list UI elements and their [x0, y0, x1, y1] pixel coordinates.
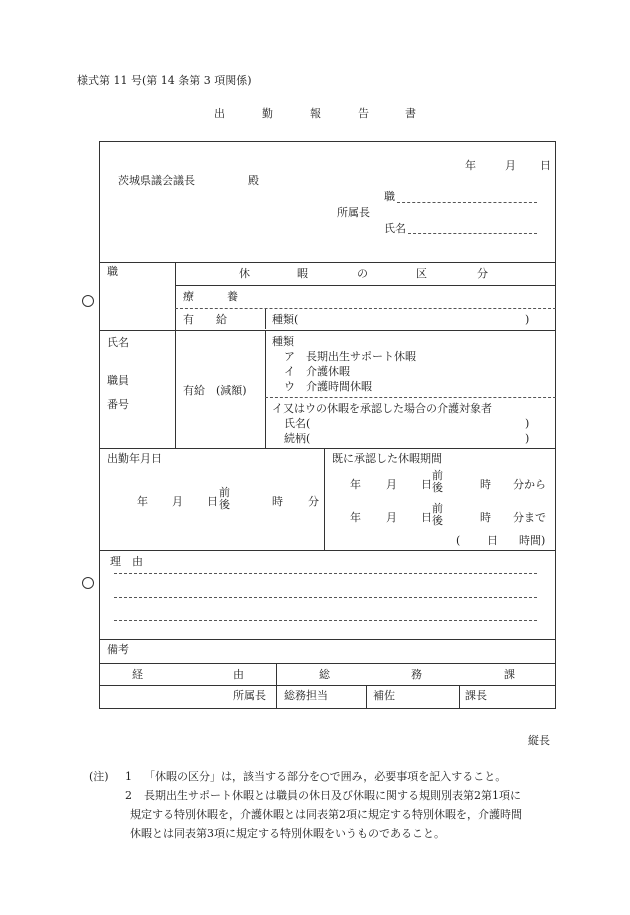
post-label: 職 — [384, 190, 395, 203]
ap-days: 日 — [487, 534, 498, 547]
divider — [175, 285, 556, 286]
title-char: 書 — [405, 107, 416, 120]
am-label: 前 — [219, 486, 230, 499]
post-line — [397, 202, 537, 203]
circle-mark — [82, 295, 94, 307]
ap-day: 日 — [421, 511, 432, 524]
reason-label: 理 由 — [110, 555, 143, 568]
care-relation: 続柄( — [284, 432, 311, 445]
ap-year: 年 — [350, 511, 361, 524]
divider — [99, 448, 556, 449]
title-char: 告 — [358, 107, 369, 120]
care-caption: イ又はウの休暇を承認した場合の介護対象者 — [272, 402, 492, 415]
pm-label: 後 — [432, 514, 443, 527]
kind-paren: 種類( — [272, 313, 299, 326]
close-paren: ) — [525, 417, 530, 430]
divider — [175, 262, 176, 448]
divider — [324, 448, 325, 550]
routing-gen-staff: 総務担当 — [284, 689, 328, 702]
att-year: 年 — [137, 495, 148, 508]
divider — [99, 639, 556, 640]
open-paren: ( — [456, 534, 461, 547]
kind-label: 種類 — [272, 335, 294, 348]
approved-label: 既に承認した休暇期間 — [332, 452, 442, 465]
post-field-label: 職 — [107, 265, 118, 278]
name-field-label: 氏名 — [107, 336, 129, 349]
date-month: 月 — [505, 159, 516, 172]
divider — [175, 308, 556, 309]
general-char: 総 — [319, 668, 330, 681]
via-char: 経 — [132, 668, 143, 681]
date-year: 年 — [465, 159, 476, 172]
note-text: 規定する特別休暇を，介護休暇とは同表第2項に規定する特別休暇を，介護時間 — [130, 808, 522, 821]
name-label: 氏名 — [384, 222, 406, 235]
divider — [265, 331, 266, 448]
option-care-leave: イ 介護休暇 — [284, 365, 350, 378]
ap-day: 日 — [421, 478, 432, 491]
ap-hour: 時 — [480, 511, 491, 524]
close-paren: ) — [525, 432, 530, 445]
option-care-hours: ウ 介護時間休暇 — [284, 380, 372, 393]
ap-from: 分から — [513, 478, 546, 491]
form-number: 様式第 11 号(第 14 条第 3 項関係) — [77, 74, 252, 87]
note-text: 「休暇の区分」は，該当する部分を○で囲み，必要事項を記入すること。 — [144, 770, 507, 783]
leave-header-char: 区 — [416, 267, 427, 280]
option-long-birth-support: ア 長期出生サポート休暇 — [284, 350, 416, 363]
remarks-label: 備考 — [107, 643, 129, 656]
att-hour: 時 — [272, 495, 283, 508]
attendance-label: 出勤年月日 — [107, 452, 162, 465]
number-label: 番号 — [107, 398, 129, 411]
divider — [99, 685, 556, 686]
general-char: 課 — [504, 668, 515, 681]
divider — [265, 397, 556, 398]
notes-label: (注) — [89, 770, 109, 783]
date-day: 日 — [540, 159, 551, 172]
dept-head-label: 所属長 — [337, 206, 370, 219]
note-number: 2 — [125, 789, 132, 802]
care-name: 氏名( — [284, 417, 311, 430]
general-char: 務 — [411, 668, 422, 681]
medical-leave: 療 養 — [183, 290, 238, 303]
divider — [366, 685, 367, 709]
note-text: 長期出生サポート休暇とは職員の休日及び休暇に関する規則別表第2第1項に — [144, 789, 521, 802]
am-label: 前 — [432, 469, 443, 482]
pm-label: 後 — [432, 481, 443, 494]
routing-chief: 課長 — [465, 689, 487, 702]
leave-header-char: 分 — [477, 267, 488, 280]
divider — [99, 663, 556, 664]
staff-label: 職員 — [107, 374, 129, 387]
am-pm-stack — [219, 487, 230, 511]
ap-hour: 時 — [480, 478, 491, 491]
att-day: 日 — [207, 495, 218, 508]
ap-hours: 時間) — [519, 534, 546, 547]
orientation-label: 縦長 — [528, 734, 550, 747]
form-frame — [99, 141, 556, 709]
title-char: 出 — [214, 107, 225, 120]
via-char: 由 — [233, 668, 244, 681]
divider — [276, 663, 277, 709]
title-char: 勤 — [262, 107, 273, 120]
ap-month: 月 — [386, 511, 397, 524]
leave-header-char: 休 — [239, 267, 250, 280]
routing-dept-head: 所属長 — [233, 689, 266, 702]
title-char: 報 — [310, 107, 321, 120]
divider — [99, 550, 556, 551]
name-line — [408, 233, 537, 234]
routing-assistant: 補佐 — [373, 689, 395, 702]
reason-line — [114, 620, 537, 621]
divider — [99, 262, 556, 263]
ap-to: 分まで — [513, 511, 546, 524]
leave-header-char: 暇 — [297, 267, 308, 280]
divider — [459, 685, 460, 709]
att-month: 月 — [172, 495, 183, 508]
paid-reduced: 有給 (減額) — [183, 384, 247, 397]
circle-mark — [82, 577, 94, 589]
am-pm-stack — [432, 503, 443, 527]
paid-leave: 有 給 — [183, 313, 227, 326]
divider — [99, 330, 556, 331]
addressee: 茨城県議会議長 — [118, 174, 195, 187]
ap-year: 年 — [350, 478, 361, 491]
reason-line — [114, 597, 537, 598]
close-paren: ) — [525, 313, 530, 326]
ap-month: 月 — [386, 478, 397, 491]
honorific: 殿 — [248, 174, 259, 187]
am-label: 前 — [432, 502, 443, 515]
leave-header-char: の — [357, 267, 368, 280]
am-pm-stack — [432, 470, 443, 494]
reason-line — [114, 573, 537, 574]
divider — [265, 309, 266, 329]
pm-label: 後 — [219, 498, 230, 511]
note-number: 1 — [125, 770, 132, 783]
note-text: 休暇とは同表第3項に規定する特別休暇をいうものであること。 — [130, 827, 445, 840]
att-minute: 分 — [308, 495, 319, 508]
